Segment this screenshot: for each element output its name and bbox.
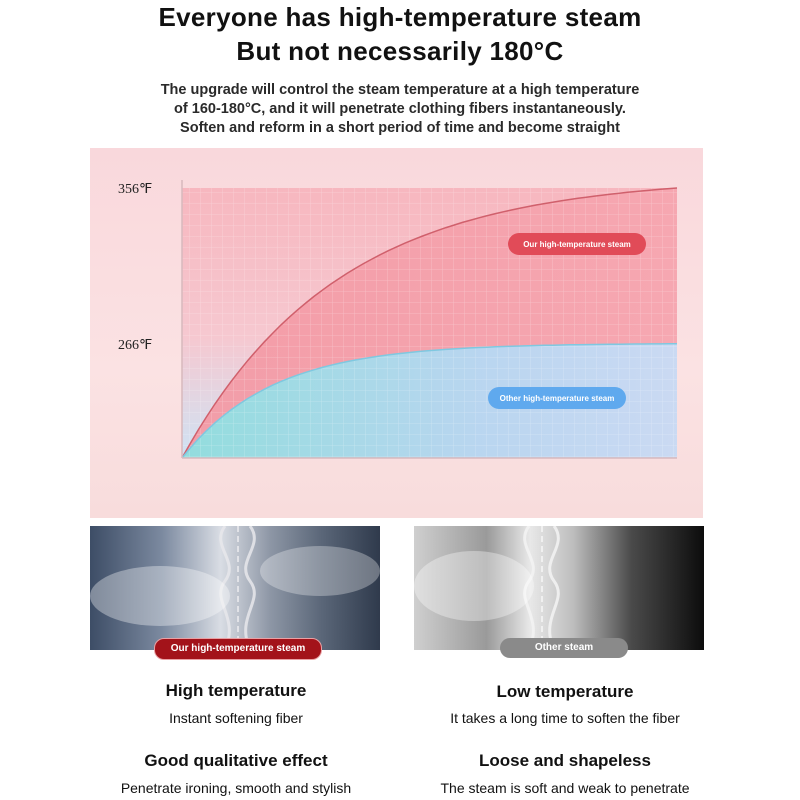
right-heading-1: Low temperature [496,682,634,701]
other-steam-photo [414,526,704,650]
series-label-1: Our high-temperature steam [523,240,631,249]
left-text-1: Instant softening fiber [169,710,303,726]
left-heading-2: Good qualitative effect [144,751,328,770]
left-text-2: Penetrate ironing, smooth and stylish [120,780,352,796]
grid-overlay [182,188,677,458]
right-text-2: The steam is soft and weak to penetrate [440,780,690,796]
temperature-chart [90,148,703,518]
subtitle-line2: of 160-180°C, and it will penetrate clothing fibers instantaneously. [174,101,626,117]
page-title: Everyone has high-temperature steam [158,2,642,32]
right-heading-2: Loose and shapeless [479,751,651,770]
subtitle-line1: The upgrade will control the steam temperature at a high temperature [160,82,640,98]
our-steam-badge: Our high-temperature steam [154,638,322,660]
right-text-1: It takes a long time to soften the fiber [450,710,680,726]
series-label-2: Other high-temperature steam [499,394,615,403]
page-title-line2: But not necessarily 180°C [236,36,564,66]
plot-area [182,188,677,458]
other-steam-badge: Other steam [500,638,628,658]
y-tick-label: 266℉ [118,337,153,353]
subtitle-line3: Soften and reform in a short period of time and become straight [180,120,620,136]
y-tick-label: 356℉ [118,182,153,197]
chart-svg [90,148,703,518]
our-steam-photo [90,526,380,650]
left-heading-1: High temperature [165,681,307,700]
